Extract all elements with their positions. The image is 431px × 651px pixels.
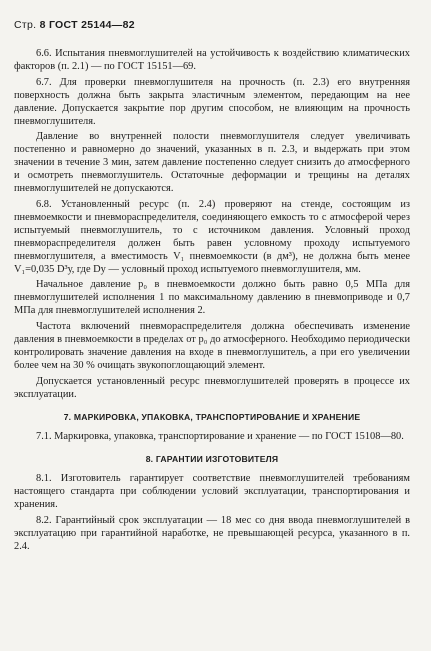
paragraph-6-8-initial-pressure: Начальное давление p₀ в пневмоемкости должно быть равно 0,5 МПа для пневмоглушителей исполнения 1 по максимальному давлению в пневмоприводе и 0,7 МПа для пневмоглушителей исполнения 2. <box>14 279 410 317</box>
section-8-title: 8. ГАРАНТИИ ИЗГОТОВИТЕЛЯ <box>145 453 279 464</box>
paragraph-6-7-pressure: Давление во внутренней полости пневмоглушителя следует увеличивать постепенно и равномерно до значений, указанных в п. 2.3, и выдержать при этом значении в течение 3 мин, затем давление постепенно следует снизить до атмосферного и осмотреть пневмоглушитель. Остаточные деформации и трещины на деталях пневмоглушителей не допускаются. <box>14 131 410 195</box>
page-label: Стр. <box>14 19 37 31</box>
paragraph-6-8-resource: Допускается установленный ресурс пневмоглушителей проверять в процессе их эксплуатации. <box>14 375 410 400</box>
paragraph-7-1: 7.1. Маркировка, упаковка, транспортирование и хранение — по ГОСТ 15108—80. <box>36 431 404 443</box>
paragraph-6-8-frequency: Частота включений пневмораспределителя должна обеспечивать изменение давления в пневмоемкости в пределах от p₀ до атмосферного. Необходимо периодически контролировать значение давления на входе в пневмоглушитель, а при его увеличении более чем на 30 % очищать звукопоглощающий элемент. <box>14 321 410 371</box>
paragraph-6-7: 6.7. Для проверки пневмоглушителя на прочность (п. 2.3) его внутренняя поверхность должна быть закрыта эластичным элементом, передающим на нее давление. Допускается закрытие пор другим способом, не влияющим на прочность пневмоглушителя. <box>14 76 410 127</box>
page-number: 8 <box>39 19 46 31</box>
standard-number: ГОСТ 25144—82 <box>48 19 135 31</box>
paragraph-8-1: 8.1. Изготовитель гарантирует соответствие пневмоглушителей требованиям настоящего стандарта при соблюдении условий эксплуатации, транспортирования и хранения. <box>14 473 410 511</box>
paragraph-8-2: 8.2. Гарантийный срок эксплуатации — 18 мес со дня ввода пневмоглушителей в эксплуатацию при гарантийной наработке, не превышающей ресурса, указанного в п. 2.4. <box>14 515 410 552</box>
page-header <box>14 19 135 31</box>
document-body <box>14 48 410 557</box>
paragraph-6-8: 6.8. Установленный ресурс (п. 2.4) проверяют на стенде, состоящим из пневмоемкости и пневмораспределителя, соединяющего емкость то с атмосферой через испытуемый пневмоглушитель, то с источником давления. Условный проход пневмораспределителя должен быть равен условному проходу испытуемого пневмоглушителя, а вместимость V₁ пневмоемкости (в дм³), не должна быть менее V₁=0,035 D³у, где Dу — условный проход испытуемого пневмоглушителя, мм. <box>14 198 410 275</box>
paragraph-6-6: 6.6. Испытания пневмоглушителей на устойчивость к воздействию климатических факторов (п. 2.1) — по ГОСТ 15151—69. <box>14 48 410 72</box>
section-7-title: 7. МАРКИРОВКА, УПАКОВКА, ТРАНСПОРТИРОВАНИЕ И ХРАНЕНИЕ <box>63 411 361 422</box>
